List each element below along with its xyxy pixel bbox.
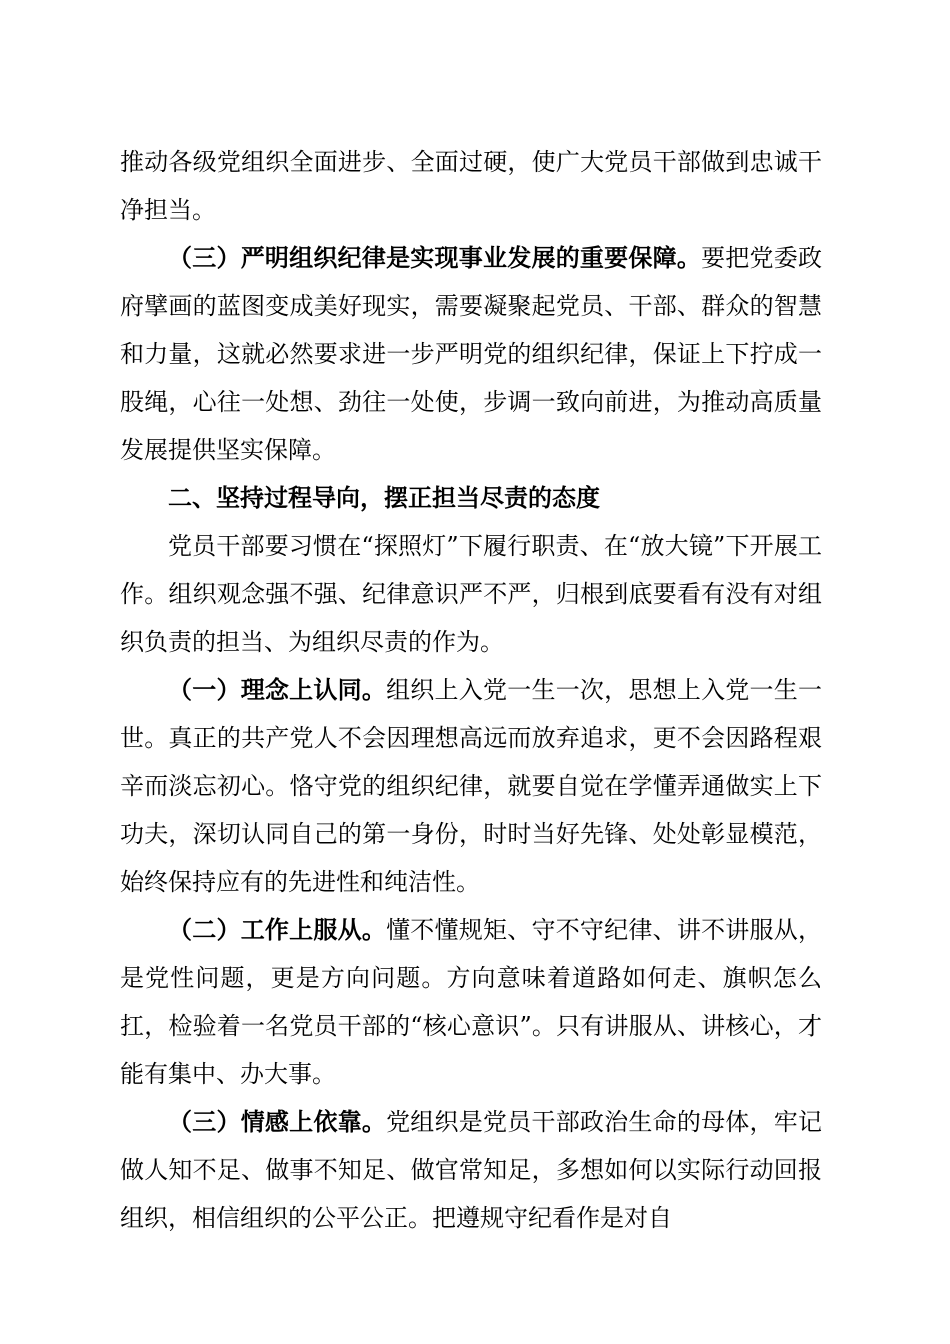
paragraph-text: 党组织是党员干部政治生命的母体，牢记做人知不足、做事不知足、做官常知足，多想如何以实际行动回报组织，相信组织的公平公正。把遵规守纪看作是对自 [120,1108,822,1232]
paragraph-continuation [120,138,822,234]
document-body [120,138,822,1242]
paragraph-intro [120,522,822,666]
paragraph-text: 党员干部要习惯在“探照灯”下履行职责、在“放大镜”下开展工作。组织观念强不强、纪律意识严不严，归根到底要看有没有对组织负责的担当、为组织尽责的作为。 [120,532,822,656]
paragraph-text: 组织上入党一生一次，思想上入党一生一世。真正的共产党人不会因理想高远而放弃追求，更不会因路程艰辛而淡忘初心。恪守党的组织纪律，就要自觉在学懂弄通做实上下功夫，深切认同自己的第一身份，时时当好先锋、处处彰显模范，始终保持应有的先进性和纯洁性。 [120,676,822,896]
paragraph-section-3 [120,234,822,474]
paragraph-lead-bold: （二）工作上服从。 [168,915,387,944]
paragraph-item-2 [120,906,822,1098]
paragraph-text: 推动各级党组织全面进步、全面过硬，使广大党员干部做到忠诚干净担当。 [120,148,822,224]
section-heading-2: 二、坚持过程导向，摆正担当尽责的态度 [168,484,600,512]
paragraph-text: 懂不懂规矩、守不守纪律、讲不讲服从，是党性问题，更是方向问题。方向意味着道路如何走、旗帜怎么扛，检验着一名党员干部的“核心意识”。只有讲服从、讲核心，才能有集中、办大事。 [120,916,822,1088]
paragraph-lead-bold: （三）情感上依靠。 [168,1107,387,1136]
paragraph-lead-bold: （三）严明组织纪律是实现事业发展的重要保障。 [168,243,702,272]
paragraph-lead-bold: （一）理念上认同。 [168,675,387,704]
paragraph-text: 要把党委政府擘画的蓝图变成美好现实，需要凝聚起党员、干部、群众的智慧和力量，这就必然要求进一步严明党的组织纪律，保证上下拧成一股绳，心往一处想、劲往一处使，步调一致向前进，为推动高质量发展提供坚实保障。 [120,244,823,464]
paragraph-item-3 [120,1098,822,1242]
paragraph-item-1 [120,666,822,906]
